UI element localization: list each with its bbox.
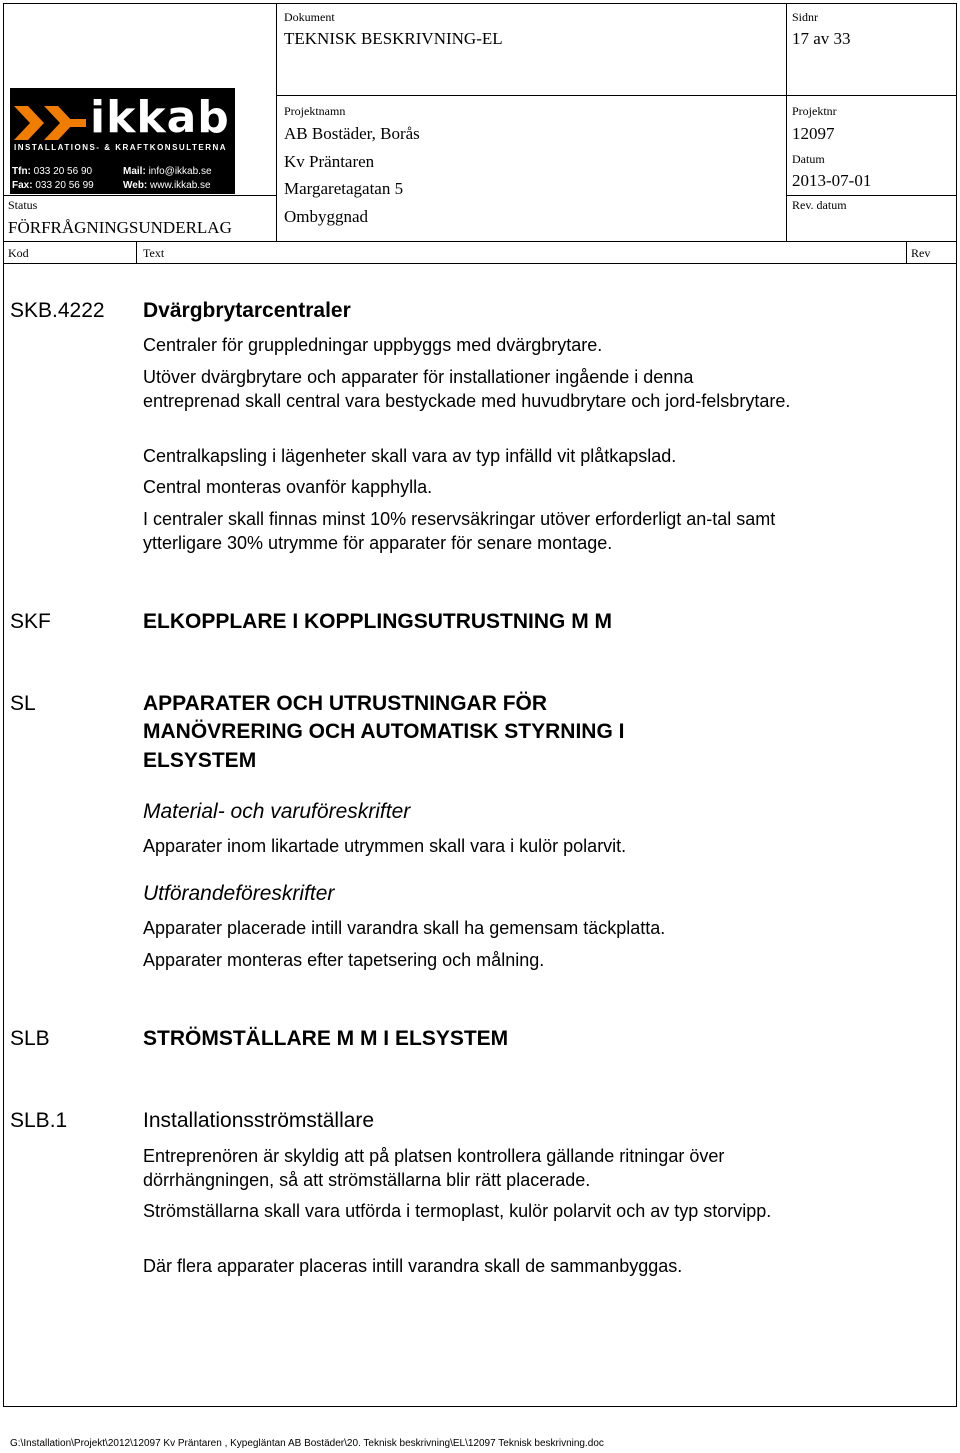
company-logo bbox=[10, 88, 235, 194]
paragraph: Apparater placerade intill varandra skall ha gemensam täckplatta. bbox=[143, 918, 666, 938]
section-code: SKB.4222 bbox=[10, 299, 105, 322]
rev-label: Rev bbox=[911, 246, 931, 260]
footer-file-path: G:\Installation\Projekt\2012\12097 Kv Präntaren , Kypegläntan AB Bostäder\20. Teknisk beskrivning\EL\12097 Teknisk beskrivning.doc bbox=[10, 1438, 604, 1449]
subheading: Material- och varuföreskrifter bbox=[143, 800, 411, 823]
datum-value: 2013-07-01 bbox=[792, 171, 872, 190]
paragraph: Centralkapsling i lägenheter skall vara av typ infälld vit plåtkapslad. bbox=[143, 446, 677, 466]
logo-web: Web: www.ikkab.se bbox=[123, 180, 211, 191]
text-label: Text bbox=[143, 246, 165, 260]
status-value: FÖRFRÅGNINGSUNDERLAG bbox=[8, 218, 232, 237]
kod-label: Kod bbox=[8, 246, 29, 260]
section-title: Dvärgbrytarcentraler bbox=[143, 299, 351, 322]
section-code: SLB.1 bbox=[10, 1109, 68, 1132]
logo-arrow-icon bbox=[14, 106, 86, 140]
subheading: Utförandeföreskrifter bbox=[143, 882, 335, 905]
dokument-label: Dokument bbox=[284, 10, 335, 24]
paragraph: I centraler skall finnas minst 10% reservsäkringar utöver erforderligt an-tal samt ytterligare 30% utrymme för apparater för senare montage. bbox=[143, 509, 776, 553]
projektnamn-line: Margaretagatan 5 bbox=[284, 179, 404, 198]
section-code: SL bbox=[10, 692, 36, 715]
projektnamn-line: Kv Präntaren bbox=[284, 152, 375, 171]
paragraph: Strömställarna skall vara utförda i termoplast, kulör polarvit och av typ storvipp. bbox=[143, 1201, 772, 1221]
projektnamn-label: Projektnamn bbox=[284, 104, 346, 118]
logo-phone: Tfn: 033 20 56 90 bbox=[12, 166, 93, 177]
section-title: ELKOPPLARE I KOPPLINGSUTRUSTNING M M bbox=[143, 610, 613, 633]
sidnr-value: 17 av 33 bbox=[792, 29, 851, 48]
paragraph: Utöver dvärgbrytare och apparater för installationer ingående i denna entreprenad skall central vara bestyckade med huvudbrytare och jord-felsbrytare. bbox=[143, 367, 791, 411]
section-title-line: ELSYSTEM bbox=[143, 749, 257, 772]
dokument-value: TEKNISK BESKRIVNING-EL bbox=[284, 29, 503, 48]
projektnamn-line: AB Bostäder, Borås bbox=[284, 124, 420, 143]
sidnr-label: Sidnr bbox=[792, 10, 819, 24]
projektnr-label: Projektnr bbox=[792, 104, 837, 118]
paragraph: Entreprenören är skyldig att på platsen kontrollera gällande ritningar över dörrhängningen, så att strömställarna blir rätt placerade. bbox=[143, 1146, 725, 1190]
paragraph: Apparater inom likartade utrymmen skall vara i kulör polarvit. bbox=[143, 836, 627, 856]
paragraph: Central monteras ovanför kapphylla. bbox=[143, 477, 433, 497]
paragraph: Centraler för gruppledningar uppbyggs med dvärgbrytare. bbox=[143, 335, 603, 355]
section-title: STRÖMSTÄLLARE M M I ELSYSTEM bbox=[143, 1027, 509, 1050]
section-title-line: APPARATER OCH UTRUSTNINGAR FÖR bbox=[143, 692, 548, 715]
projektnamn-line: Ombyggnad bbox=[284, 207, 369, 226]
logo-mail: Mail: info@ikkab.se bbox=[123, 166, 212, 177]
logo-name: ikkab bbox=[90, 92, 230, 143]
status-label: Status bbox=[8, 198, 38, 212]
projektnr-value: 12097 bbox=[792, 124, 835, 143]
section-code: SKF bbox=[10, 610, 51, 633]
logo-tagline: INSTALLATIONS- & KRAFTKONSULTERNA bbox=[14, 143, 228, 152]
section-title: Installationsströmställare bbox=[143, 1109, 375, 1132]
section-code: SLB bbox=[10, 1027, 50, 1050]
revdatum-label: Rev. datum bbox=[792, 198, 847, 212]
logo-fax: Fax: 033 20 56 99 bbox=[12, 180, 94, 191]
paragraph: Apparater monteras efter tapetsering och målning. bbox=[143, 950, 545, 970]
paragraph: Där flera apparater placeras intill varandra skall de sammanbyggas. bbox=[143, 1256, 683, 1276]
datum-label: Datum bbox=[792, 152, 825, 166]
section-title-line: MANÖVRERING OCH AUTOMATISK STYRNING I bbox=[143, 720, 625, 743]
